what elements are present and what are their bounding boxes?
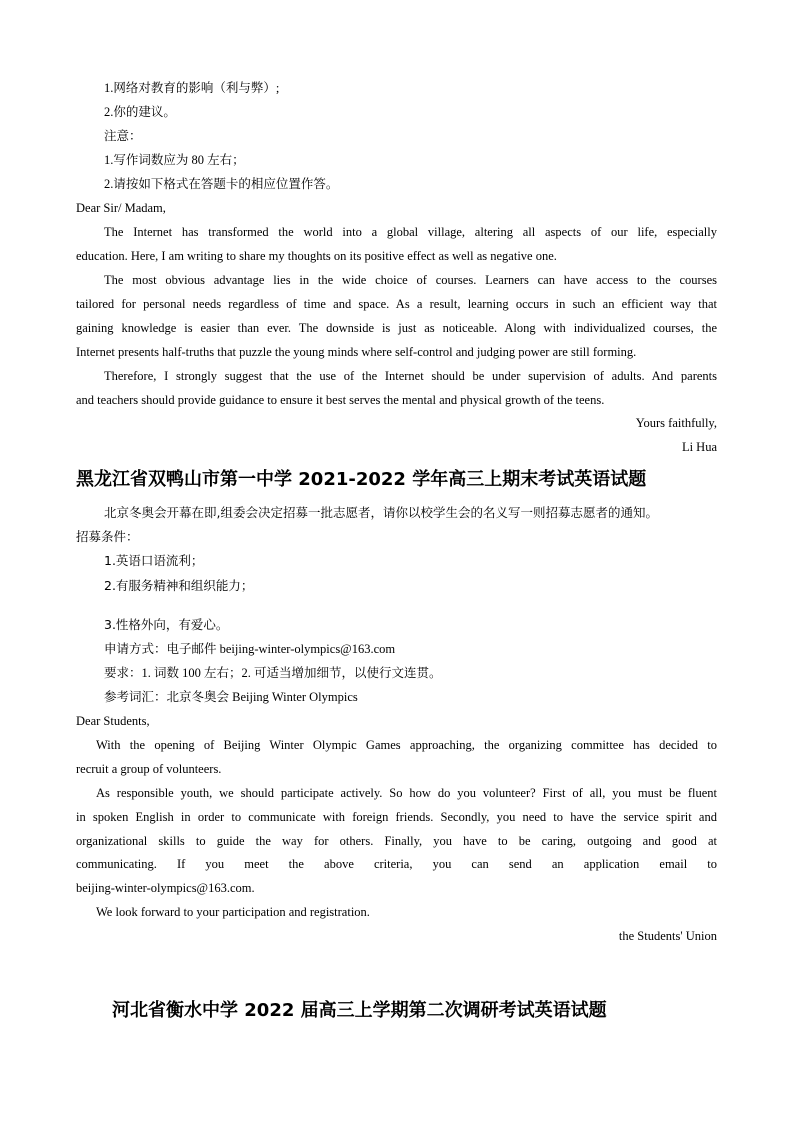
conditions-label: 招募条件： [76,529,139,544]
note-item: 2.请按如下格式在答题卡的相应位置作答。 [104,177,339,191]
condition-item: 2.有服务精神和组织能力； [104,578,254,593]
reference-vocab: 参考词汇：北京冬奥会 Beijing Winter Olympics [104,690,358,704]
paragraph-line: With the opening of Beijing Winter Olympic Games approaching, the organizing committee has decided to [96,738,717,752]
letter-closing: Yours faithfully, [635,416,717,430]
paragraph-line: gaining knowledge is easier than ever. The downside is just as noticeable. Along with individualized courses, the [76,321,717,335]
paragraph-line: Internet presents half-truths that puzzle the young minds where self-control and judging power are still forming. [76,345,637,359]
paragraph-line: Therefore, I strongly suggest that the use of the Internet should be under supervision of adults. And parents [104,369,717,383]
paragraph-line: communicating. If you meet the above criteria, you can send an application email to [76,857,717,871]
paragraph-line: As responsible youth, we should participate actively. So how do you volunteer? First of all, you must be fluent [96,786,717,800]
paragraph-line: and teachers should provide guidance to ensure it best serves the mental and physical growth of the teens. [76,393,605,407]
letter-salutation: Dear Sir/ Madam, [76,201,166,215]
task-item: 2.你的建议。 [104,105,176,119]
paragraph-line: The Internet has transformed the world into a global village, altering all aspects of our life, especially [104,225,717,239]
exam-heading: 河北省衡水中学 2022 届高三上学期第二次调研考试英语试题 [112,1000,607,1021]
condition-item: 1.英语口语流利； [104,553,204,568]
letter-salutation: Dear Students, [76,714,150,728]
condition-item: 3.性格外向，有爱心。 [104,617,229,632]
letter-signature: Li Hua [681,440,717,454]
paragraph-line: tailored for personal needs regardless of time and space. As a result, learning occurs in such an efficient way that [76,297,717,311]
note-label: 注意： [104,129,142,143]
paragraph-line: in spoken English in order to communicate with foreign friends. Secondly, you need to have the service spirit and [76,810,717,824]
exam-heading: 黑龙江省双鸭山市第一中学 2021-2022 学年高三上期末考试英语试题 [76,469,647,490]
paragraph-line: The most obvious advantage lies in the wide choice of courses. Learners can have access to the courses [104,273,717,287]
paragraph-line: organizational skills to guide the way for others. Finally, you have to be caring, outgoing and good at [76,834,717,848]
paragraph-line: recruit a group of volunteers. [76,762,222,776]
letter-signoff: the Students' Union [618,929,717,943]
paragraph-line: education. Here, I am writing to share my thoughts on its positive effect as well as negative one. [76,249,557,263]
note-item: 1.写作词数应为 80 左右； [104,153,245,167]
requirements: 要求：1. 词数 100 左右；2. 可适当增加细节，以使行文连贯。 [104,666,442,680]
paragraph-line: beijing-winter-olympics@163.com. [76,881,255,895]
task-item: 1.网络对教育的影响（利与弊）; [104,81,280,95]
writing-prompt: 北京冬奥会开幕在即,组委会决定招募一批志愿者，请你以校学生会的名义写一则招募志愿者的通知。 [104,505,658,520]
apply-method: 申请方式：电子邮件 beijing-winter-olympics@163.com [104,642,396,656]
paragraph-line: We look forward to your participation and registration. [96,905,370,919]
